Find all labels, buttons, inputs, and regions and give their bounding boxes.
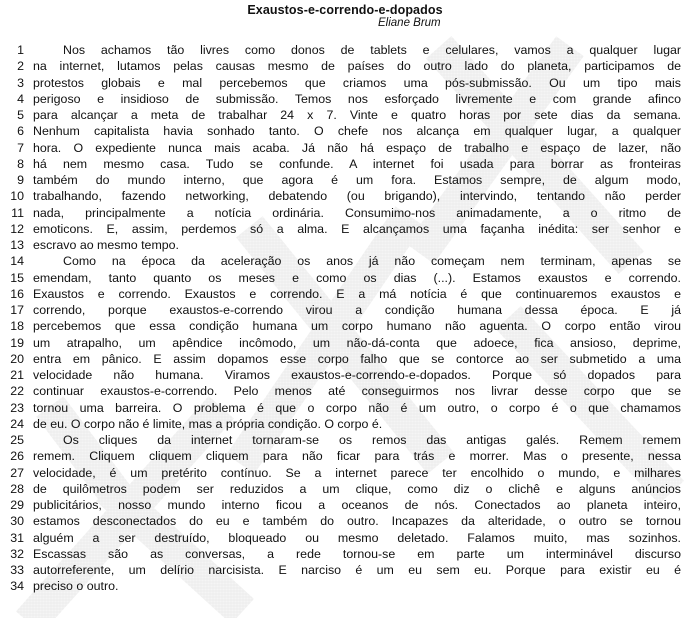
title-block [247,3,442,30]
line-number: 5 [17,108,24,122]
line-text: Exaustos e correndo. Exaustos e correndo. E a má notícia é que continuaremos exaustos e [33,286,681,301]
line-text: Escassas são as conversas, a rede tornou-se em parte um interminável discurso [33,546,681,561]
line-text: também do mundo interno, que agora é um fora. Estamos sempre, de algum modo, [33,173,681,187]
line-text: escravo ao mesmo tempo. [33,238,179,252]
document-title: Exaustos-e-correndo-e-dopados [247,3,443,17]
line-text: Nos achamos tão livres como donos de tablets e celulares, vamos a qualquer lugar [63,43,681,57]
text-line [6,42,681,58]
text-line [6,432,681,448]
line-text: nada, principalmente a notícia ordinária. Consumimo-nos animadamente, a o ritmo de [33,205,681,220]
line-number: 8 [17,156,24,171]
line-number: 26 [10,449,24,464]
line-number: 27 [10,465,24,480]
text-line [6,448,681,464]
text-line [6,123,681,139]
text-line [6,75,681,91]
text-line [6,140,681,156]
line-number: 30 [10,514,24,529]
line-number: 19 [10,335,24,350]
line-text: velocidade, é um pretérito contínuo. Se a internet parece ter encolhido o mundo, e milhares [33,465,681,480]
text-line [6,253,681,269]
line-text: de quilômetros podem ser reduzidos a um clique, como diz o clichê e alguns anúncios [33,481,681,496]
line-number: 13 [10,238,24,252]
line-number: 10 [10,189,24,204]
line-text: emendam, tanto quanto os meses e como os dias (...). Estamos exaustos e correndo. [33,270,681,285]
line-number: 31 [10,530,24,545]
text-line [6,351,681,367]
line-number: 6 [17,124,24,139]
passage-body [0,42,690,595]
text-line [6,318,681,334]
text-line [6,286,681,302]
text-line [6,465,681,481]
line-text: um atrapalho, um apêndice incômodo, um não-dá-conta que adoece, fica ansioso, deprime, [33,335,681,350]
line-number: 17 [10,303,24,317]
line-text: de eu. O corpo não é limite, mas a própria condição. O corpo é. [33,416,383,431]
text-line [6,302,681,318]
text-line [6,546,681,562]
line-text: trabalhando, fazendo networking, debatendo (ou brigando), intervindo, tentando não perder [33,189,681,204]
line-number: 32 [10,546,24,561]
line-number: 4 [17,91,24,106]
text-line [6,416,681,432]
line-number: 33 [10,563,24,577]
text-line [6,513,681,529]
line-text: correndo, porque exaustos-e-correndo virou a condição humana dessa época. E já [33,303,681,317]
text-line [6,156,681,172]
line-text: autorreferente, um delírio narcisista. E narciso é um eu sem eu. Porque para existir eu é [33,563,681,577]
line-number: 3 [17,75,24,90]
line-number: 28 [10,481,24,496]
line-number: 24 [10,416,24,431]
line-number: 20 [10,351,24,366]
line-number: 23 [10,400,24,415]
line-number: 18 [10,319,24,334]
text-line [6,58,681,74]
text-line [6,205,681,221]
line-text: protestos globais e mal percebemos que criamos uma pós-submissão. Ou um tipo mais [33,75,681,90]
line-text: hora. O expediente nunca mais acaba. Já não há espaço de trabalho e espaço de lazer, não [33,140,681,155]
line-text: na internet, lutamos pelas causas mesmo de países do outro lado do planeta, participamos de [33,59,681,74]
line-number: 21 [10,368,24,382]
text-line [6,367,681,383]
line-text: continuar exaustos-e-correndo. Pelo menos até conseguirmos nos livrar desse corpo que se [33,384,681,399]
line-text: emoticons. E, assim, perdemos só a alma. E alcançamos uma façanha inédita: ser senhor e [33,221,681,236]
line-number: 25 [10,433,24,447]
line-text: Nenhum capitalista havia sonhado tanto. O chefe nos alcança em qualquer lugar, a qualquer [33,124,681,139]
line-number: 7 [17,140,24,155]
text-line [6,578,681,594]
line-text: alguém a ser destruído, bloqueado ou mesmo deletado. Falamos muito, mas sozinhos. [33,530,681,545]
document-author: Eliane Brum [378,17,441,29]
line-text: entra em pânico. E assim dopamos esse corpo falho que se contorce ao ser submetido a uma [33,351,681,366]
text-line [6,335,681,351]
line-number: 12 [10,221,24,236]
text-line [6,530,681,546]
text-line [6,107,681,123]
text-line [6,383,681,399]
text-line [6,497,681,513]
line-text: Como na época da aceleração os anos já não começam nem terminam, apenas se [63,254,681,269]
line-number: 1 [17,43,24,57]
line-text: preciso o outro. [33,579,119,594]
document-header [0,0,690,31]
text-line [6,400,681,416]
line-text: há nem mesmo casa. Tudo se confunde. A internet foi usada para borrar as fronteiras [33,156,681,171]
line-number: 11 [11,205,24,220]
text-line [6,562,681,578]
text-line [6,481,681,497]
text-line [6,270,681,286]
text-line [6,188,681,204]
text-line [6,221,681,237]
line-text: Os cliques da internet tornaram-se os remos das antigas galés. Remem remem [63,433,681,447]
line-number: 15 [10,270,24,285]
line-text: remem. Cliquem cliquem cliquem para não ficar para trás e morrer. Mas o presente, nessa [33,449,681,464]
line-text: percebemos que essa condição humana um corpo humano não aguenta. O corpo então virou [33,319,681,334]
line-number: 29 [10,498,24,512]
line-number: 14 [10,254,24,269]
line-number: 9 [17,173,24,187]
text-line [6,172,681,188]
line-text: para alcançar a meta de trabalhar 24 x 7. Vinte e quatro horas por sete dias da semana. [33,108,681,122]
line-number: 34 [10,579,24,594]
line-text: velocidade não humana. Viramos exaustos-e-correndo-e-dopados. Porque só dopados para [33,368,681,382]
line-text: perigoso e insidioso de submissão. Temos nos esforçado livremente e com grande afinco [33,91,681,106]
text-line [6,91,681,107]
line-text: publicitários, nosso mundo interno ficou a oceanos de nós. Conectados ao planeta inteiro, [33,498,681,512]
line-text: tornou uma barreira. O problema é que o corpo não é um outro, o corpo é o que chamamos [33,400,681,415]
line-number: 16 [10,286,24,301]
line-text: estamos desconectados do eu e também do outro. Incapazes da alteridade, o outro se tornou [33,514,681,529]
line-number: 2 [17,59,24,74]
text-line [6,237,681,253]
line-number: 22 [10,384,24,399]
